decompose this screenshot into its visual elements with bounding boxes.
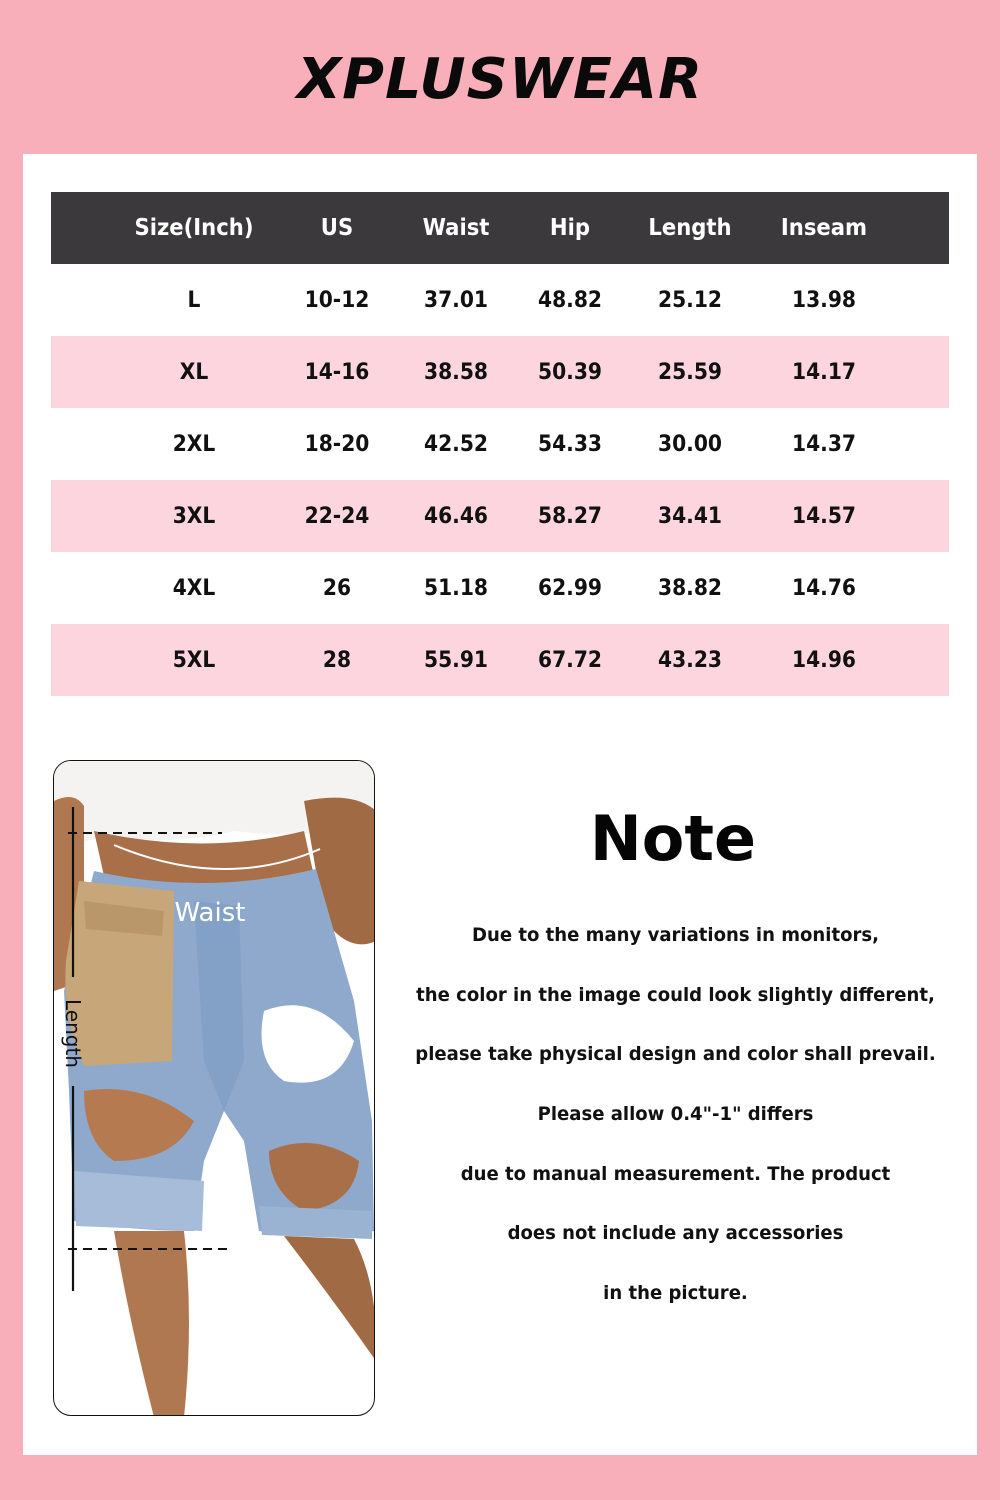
waist-cell: 37.01 bbox=[423, 287, 489, 313]
length-cell: 25.12 bbox=[657, 287, 723, 313]
column-header: Inseam bbox=[780, 215, 868, 241]
size-cell: L bbox=[187, 287, 201, 313]
length-label: Length bbox=[61, 999, 85, 1068]
size-cell: 3XL bbox=[172, 503, 216, 529]
us-cell: 10-12 bbox=[304, 287, 370, 313]
inseam-cell: 13.98 bbox=[791, 287, 857, 313]
note-title: Note bbox=[589, 802, 757, 875]
hip-cell: 62.99 bbox=[537, 575, 603, 601]
inseam-cell: 14.37 bbox=[791, 431, 857, 457]
inseam-cell: 14.57 bbox=[791, 503, 857, 529]
length-cell: 43.23 bbox=[657, 647, 723, 673]
length-cell: 25.59 bbox=[657, 359, 723, 385]
table-row bbox=[51, 336, 949, 408]
table-row bbox=[51, 408, 949, 480]
column-header: US bbox=[320, 215, 354, 241]
column-header: Hip bbox=[549, 215, 591, 241]
size-cell: 5XL bbox=[172, 647, 216, 673]
hip-cell: 54.33 bbox=[537, 431, 603, 457]
size-cell: XL bbox=[179, 359, 209, 385]
length-cell: 30.00 bbox=[657, 431, 723, 457]
note-line: Due to the many variations in monitors, bbox=[472, 924, 879, 946]
column-header: Length bbox=[648, 215, 732, 241]
note-line: due to manual measurement. The product bbox=[460, 1162, 891, 1185]
inseam-cell: 14.76 bbox=[791, 575, 857, 601]
content-panel bbox=[23, 154, 977, 1455]
us-cell: 22-24 bbox=[304, 503, 370, 529]
waist-cell: 51.18 bbox=[423, 575, 489, 601]
table-row bbox=[51, 624, 949, 696]
jeans-illustration bbox=[54, 761, 375, 1416]
hip-cell: 50.39 bbox=[537, 359, 603, 385]
column-header: Waist bbox=[422, 215, 490, 241]
size-chart-table bbox=[51, 192, 949, 696]
table-row bbox=[51, 264, 949, 336]
us-cell: 26 bbox=[322, 575, 352, 601]
note-line: does not include any accessories bbox=[507, 1222, 844, 1245]
brand-logo: XPLUSWEAR bbox=[296, 46, 704, 112]
table-row bbox=[51, 480, 949, 552]
size-cell: 2XL bbox=[172, 431, 216, 457]
table-header-row bbox=[51, 192, 949, 264]
hip-cell: 48.82 bbox=[537, 287, 603, 313]
note-line: the color in the image could look slightly different, bbox=[416, 983, 935, 1006]
hip-cell: 58.27 bbox=[537, 503, 603, 529]
note-line: in the picture. bbox=[603, 1282, 748, 1305]
us-cell: 18-20 bbox=[304, 431, 370, 457]
note-line: please take physical design and color shall prevail. bbox=[415, 1043, 936, 1066]
length-cell: 38.82 bbox=[657, 575, 723, 601]
inseam-cell: 14.96 bbox=[791, 647, 857, 673]
note-line: Please allow 0.4"-1" differs bbox=[537, 1103, 814, 1126]
us-cell: 14-16 bbox=[304, 359, 370, 385]
waist-cell: 38.58 bbox=[423, 359, 489, 385]
waist-cell: 46.46 bbox=[423, 503, 489, 529]
size-cell: 4XL bbox=[172, 575, 216, 601]
product-measurement-photo bbox=[53, 760, 375, 1416]
note-text bbox=[398, 918, 953, 1336]
length-cell: 34.41 bbox=[657, 503, 723, 529]
inseam-cell: 14.17 bbox=[791, 359, 857, 385]
us-cell: 28 bbox=[322, 647, 352, 673]
column-header: Size(Inch) bbox=[134, 215, 254, 241]
hip-cell: 67.72 bbox=[537, 647, 603, 673]
waist-label: Waist bbox=[174, 898, 246, 928]
waist-cell: 42.52 bbox=[423, 431, 489, 457]
brand-header bbox=[0, 44, 1000, 114]
table-row bbox=[51, 552, 949, 624]
waist-cell: 55.91 bbox=[423, 647, 489, 673]
